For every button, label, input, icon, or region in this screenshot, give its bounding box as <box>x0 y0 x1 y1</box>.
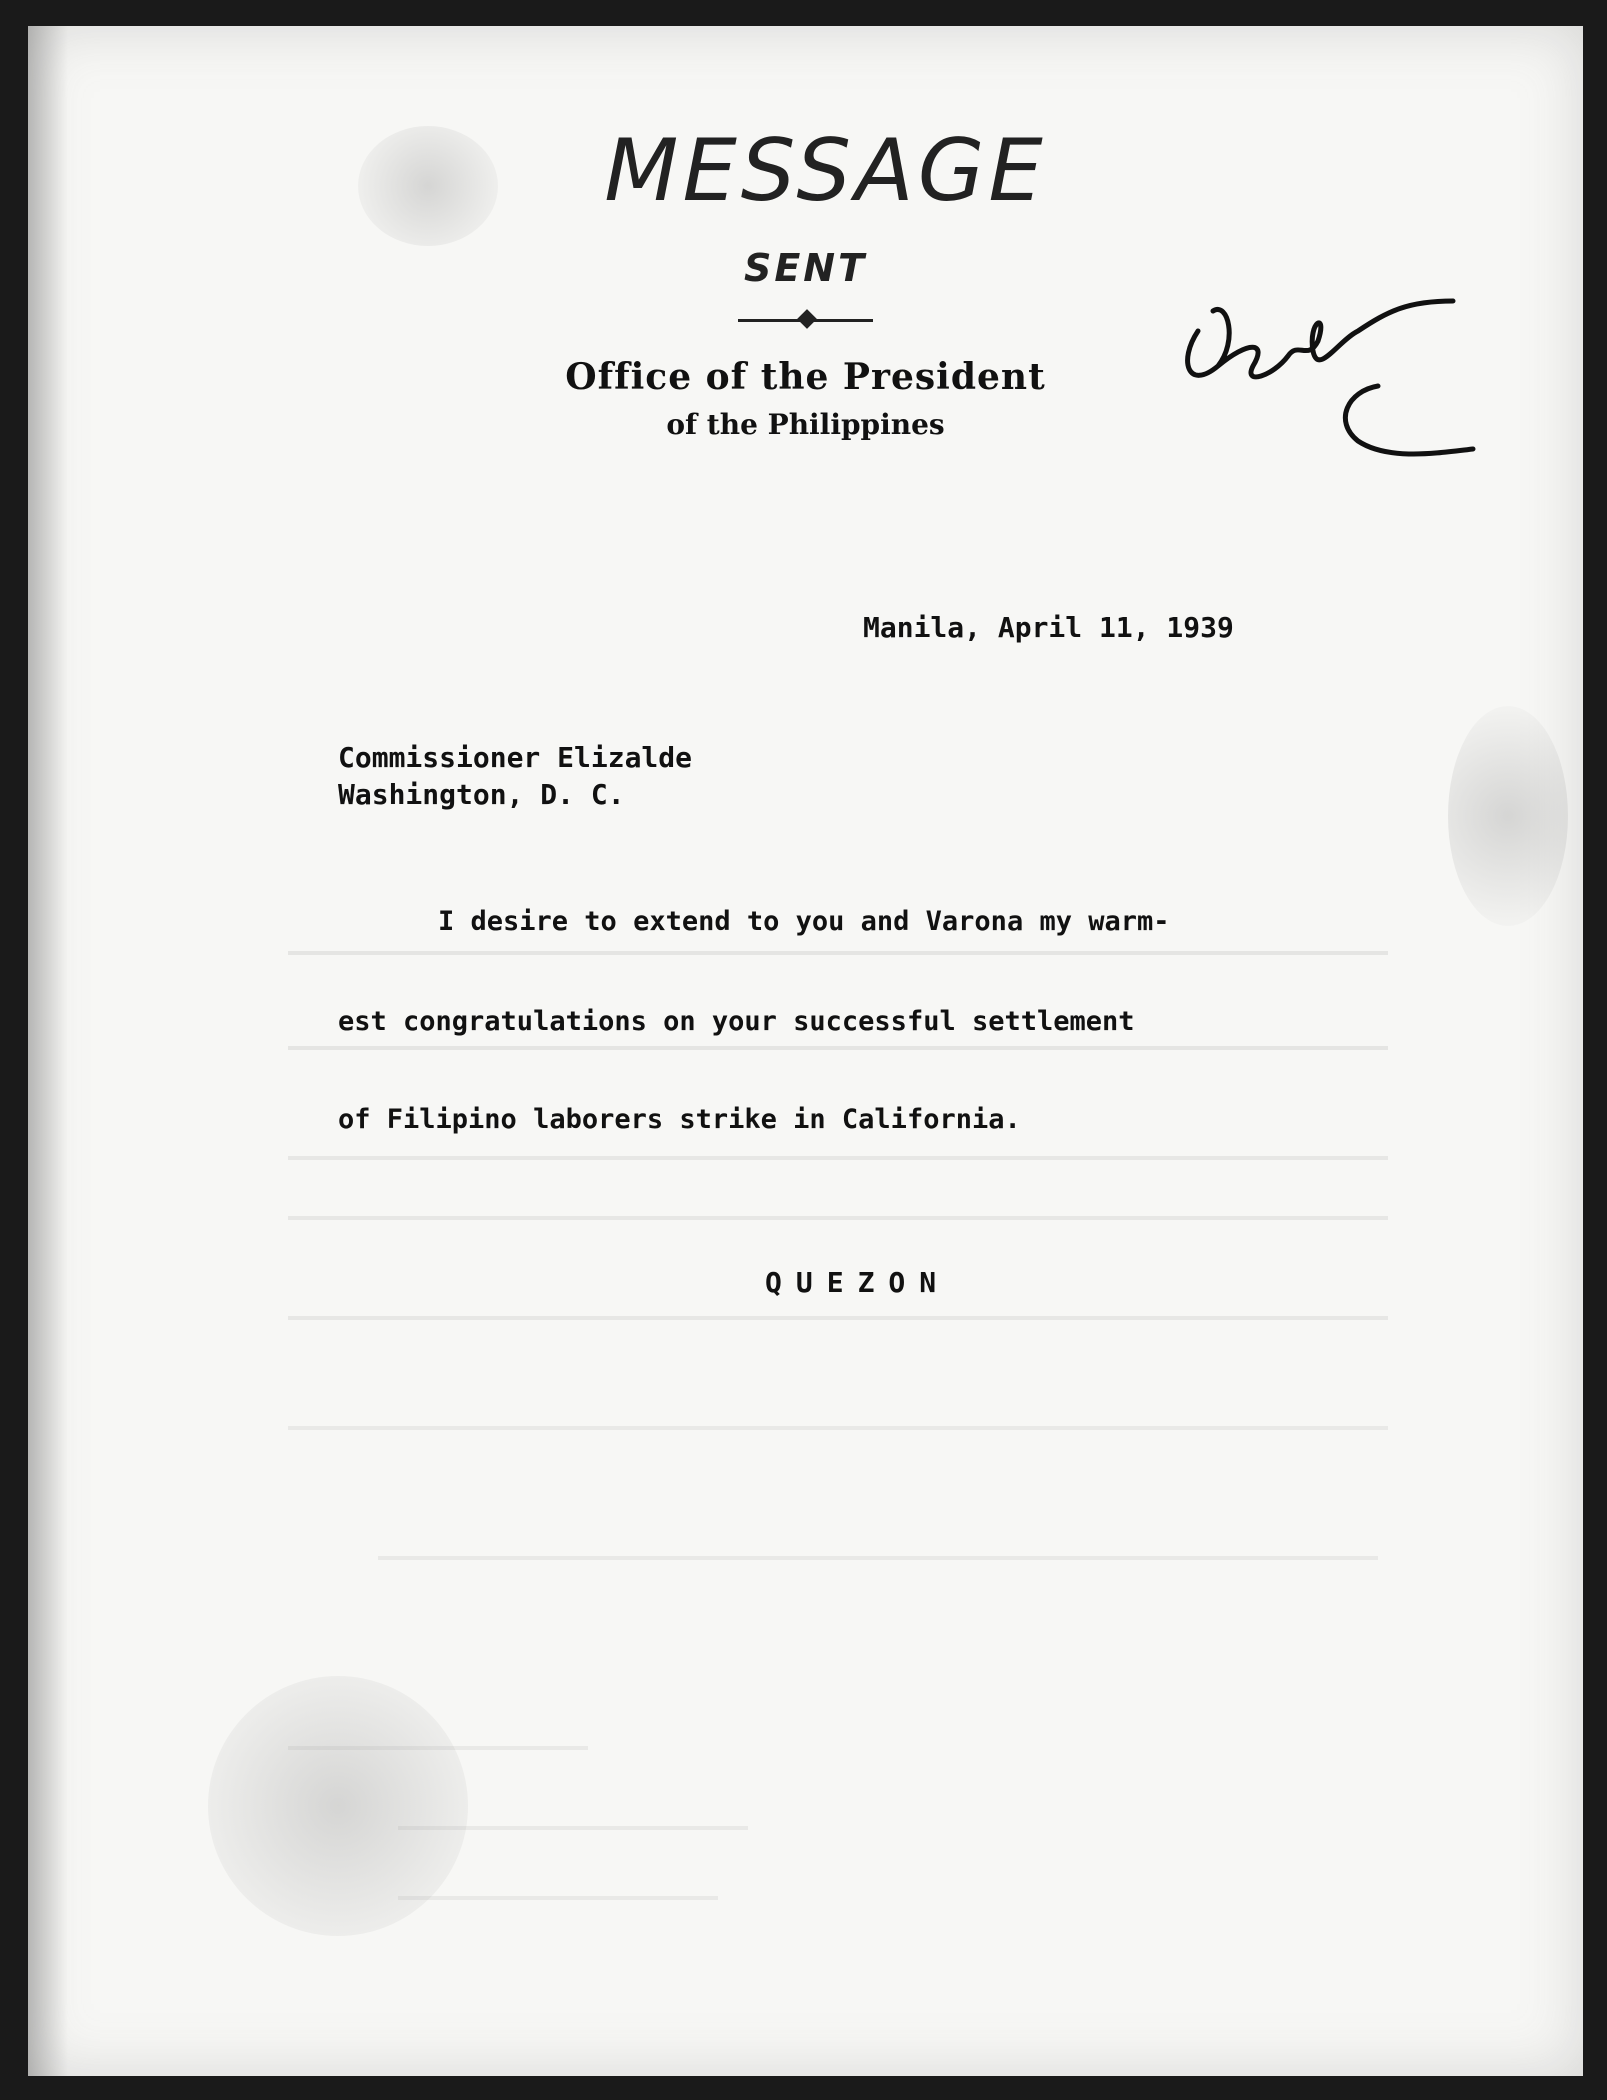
recipient-location: Washington, D. C. <box>338 778 625 811</box>
body-line: est congratulations on your successful settlement <box>338 1006 1135 1037</box>
show-through-line <box>288 1156 1388 1160</box>
letterhead-subtitle: SENT <box>743 246 868 290</box>
divider-diamond-icon <box>797 309 817 329</box>
smudge-mark <box>1448 706 1568 926</box>
show-through-line <box>398 1826 748 1830</box>
letter-date: Manila, April 11, 1939 <box>863 611 1234 644</box>
recipient-name: Commissioner Elizalde <box>338 741 693 774</box>
letterhead-office: Office of the President <box>565 356 1046 398</box>
show-through-line <box>288 951 1388 955</box>
letterhead-title: MESSAGE <box>604 121 1047 221</box>
show-through-line <box>288 1746 588 1750</box>
letterhead-country: of the Philippines <box>666 408 945 441</box>
document-page <box>28 26 1583 2076</box>
body-line: I desire to extend to you and Varona my warm- <box>438 906 1170 937</box>
handwritten-initials <box>1158 191 1478 471</box>
show-through-line <box>288 1426 1388 1430</box>
show-through-line <box>288 1216 1388 1220</box>
show-through-line <box>288 1316 1388 1320</box>
show-through-line <box>288 1046 1388 1050</box>
show-through-line <box>398 1896 718 1900</box>
page-edge-shadow <box>28 26 68 2076</box>
show-through-line <box>378 1556 1378 1560</box>
body-line: of Filipino laborers strike in California. <box>338 1104 1021 1135</box>
signature: QUEZON <box>765 1266 951 1299</box>
